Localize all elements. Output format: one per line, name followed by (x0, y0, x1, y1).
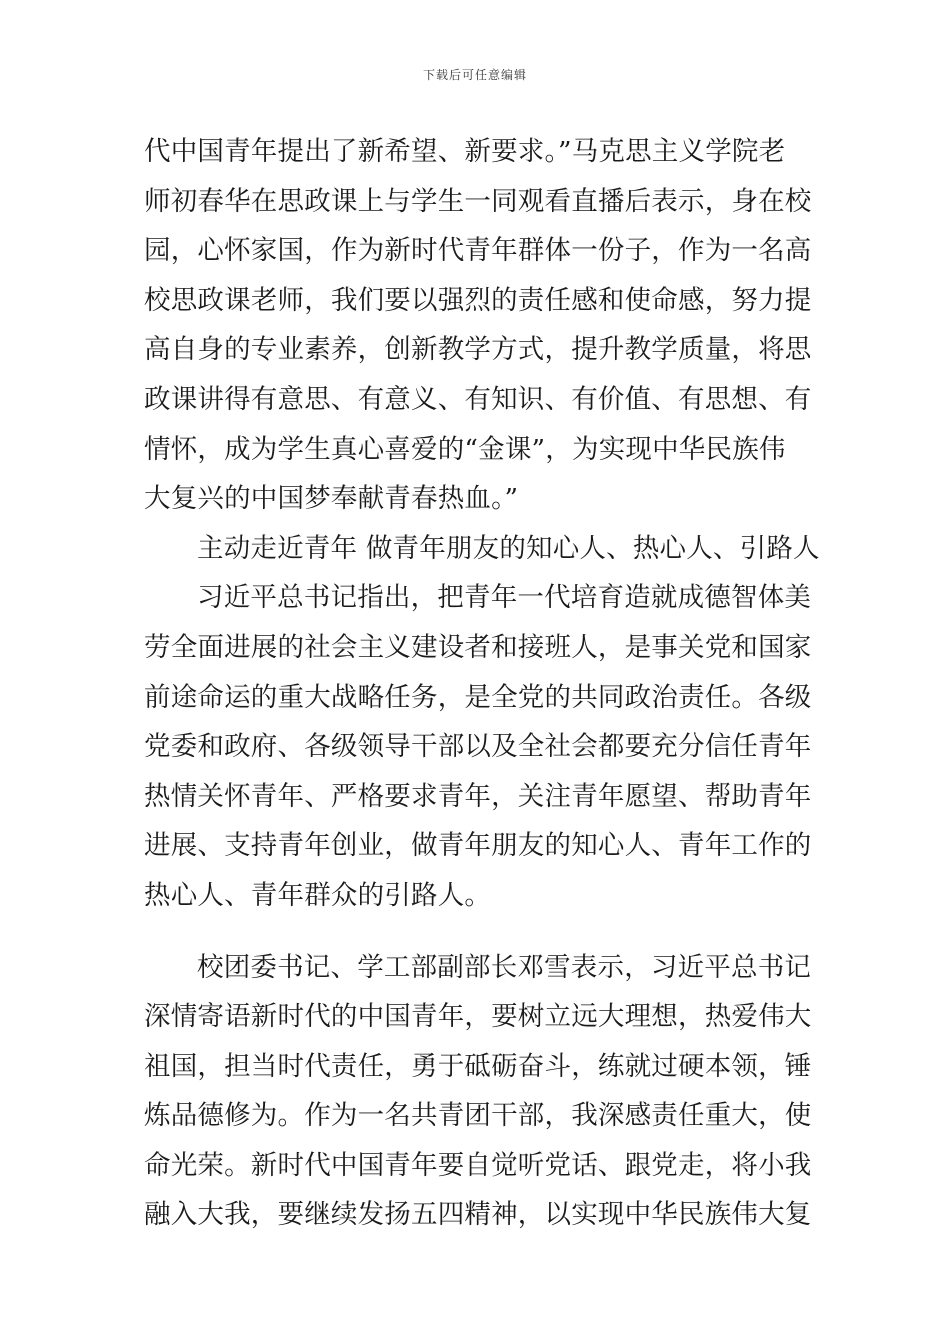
text-line: 祖国，担当时代责任，勇于砥砺奋斗，练就过硬本领，锤 (144, 1050, 812, 1082)
section-heading (144, 524, 820, 574)
text-line: 政课讲得有意思、有意义、有知识、有价值、有思想、有 (144, 383, 812, 415)
text-line: 热心人、青年群众的引路人。 (144, 879, 492, 911)
text-line: 园，心怀家国，作为新时代青年群体一份子，作为一名高 (144, 235, 812, 267)
text-line: 校思政课老师，我们要以强烈的责任感和使命感，努力提 (144, 284, 812, 316)
text-line: 党委和政府、各级领导干部以及全社会都要充分信任青年 (144, 731, 812, 763)
text-line: 代中国青年提出了新希望、新要求。”马克思主义学院老 (144, 136, 786, 167)
body-text (144, 127, 820, 1240)
text-line: 师初春华在思政课上与学生一同观看直播后表示，身在校 (144, 185, 812, 217)
text-line: 热情关怀青年、严格要求青年，关注青年愿望、帮助青年 (144, 780, 812, 812)
text-line: 习近平总书记指出，把青年一代培育造就成德智体美 (197, 582, 812, 614)
text-line: 情怀，成为学生真心喜爱的“金课”，为实现中华民族伟 (144, 433, 786, 465)
text-line: 校团委书记、学工部副部长邓雪表示，习近平总书记 (197, 951, 812, 983)
page-header-note: 下载后可任意编辑 (422, 68, 527, 82)
text-line: 高自身的专业素养，创新教学方式，提升教学质量，将思 (144, 334, 812, 366)
paragraph (144, 573, 812, 920)
text-line: 炼品德修为。作为一名共青团干部，我深感责任重大，使 (144, 1100, 812, 1132)
heading-line: 主动走近青年 做青年朋友的知心人、热心人、引路人 (197, 532, 820, 564)
text-line: 深情寄语新时代的中国青年，要树立远大理想，热爱伟大 (144, 1001, 812, 1033)
text-line: 命光荣。新时代中国青年要自觉听党话、跟党走，将小我 (144, 1149, 812, 1181)
paragraph (144, 943, 812, 1241)
text-line: 前途命运的重大战略任务，是全党的共同政治责任。各级 (144, 681, 812, 713)
paragraph (144, 127, 812, 524)
paragraph-gap (144, 921, 809, 943)
text-line: 融入大我，要继续发扬五四精神，以实现中华民族伟大复 (144, 1199, 812, 1231)
text-line: 进展、支持青年创业，做青年朋友的知心人、青年工作的 (144, 830, 812, 862)
text-line: 大复兴的中国梦奉献青春热血。” (144, 483, 519, 515)
text-line: 劳全面进展的社会主义建设者和接班人，是事关党和国家 (144, 631, 812, 663)
